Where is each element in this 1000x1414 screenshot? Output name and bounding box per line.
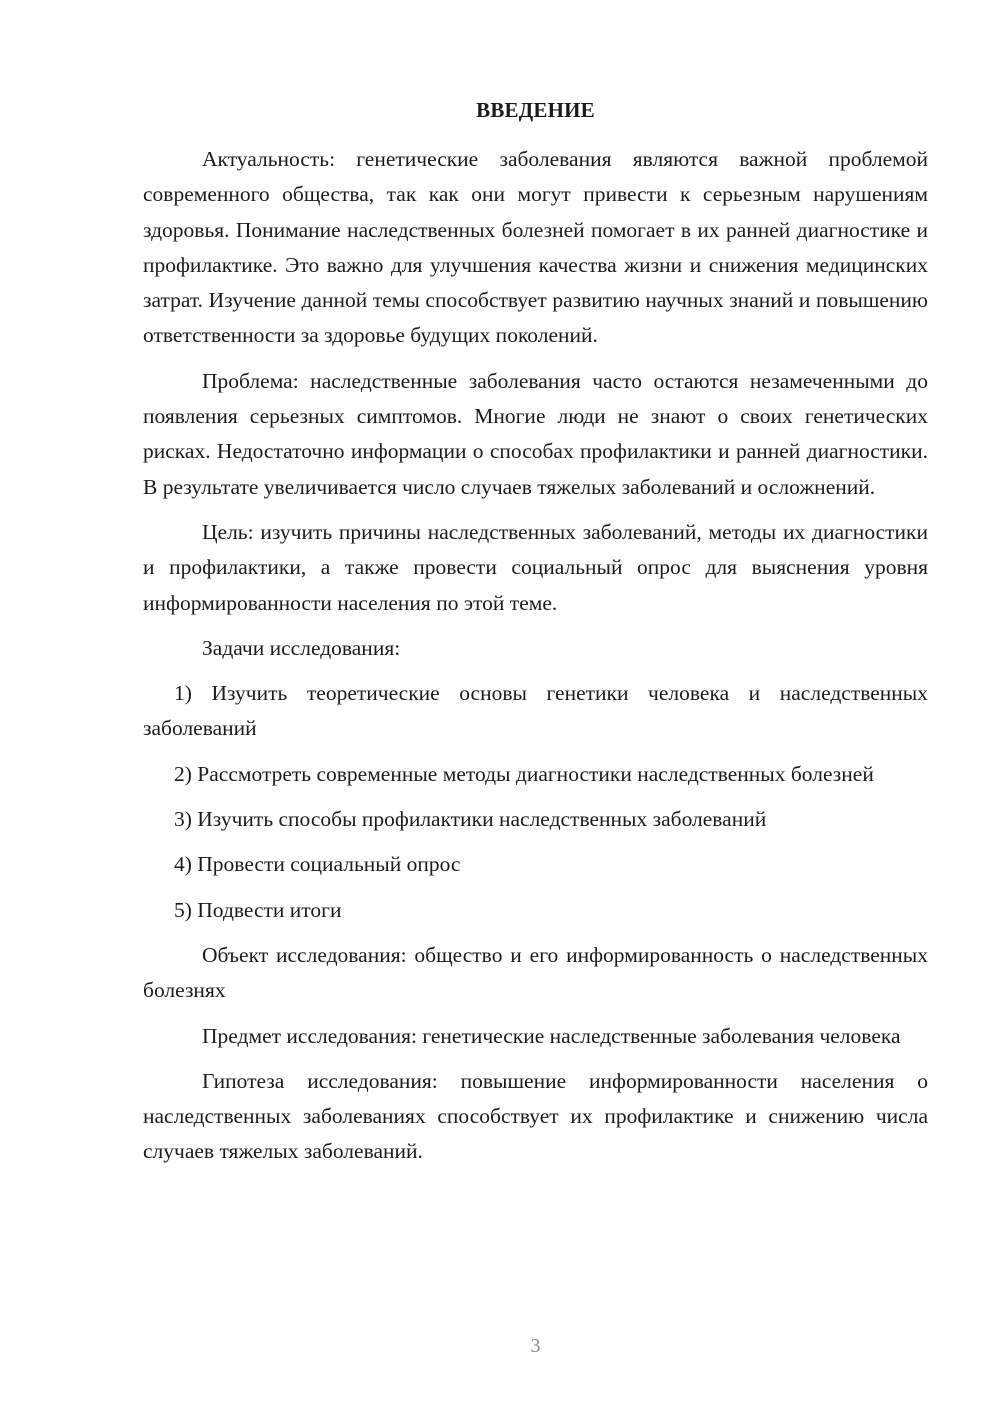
document-page	[143, 0, 928, 1414]
task-item-1: 1) Изучить теоретические основы генетики человека и наследственных заболеваний	[143, 681, 928, 741]
document-body	[143, 142, 928, 1180]
task-item-5: 5) Подвести итоги	[174, 897, 342, 922]
page-number: 3	[530, 1335, 541, 1357]
section-title: ВВЕДЕНИЕ	[476, 98, 595, 122]
paragraph-object: Объект исследования: общество и его информированность о наследственных болезнях	[143, 942, 928, 1003]
paragraph-subject: Предмет исследования: генетические наследственные заболевания человека	[202, 1023, 901, 1048]
paragraph-hypothesis: Гипотеза исследования: повышение информированности населения о наследственных заболеваниях способствует их профилактике и снижению числа случаев тяжелых заболеваний.	[143, 1068, 928, 1164]
task-item-4: 4) Провести социальный опрос	[174, 852, 461, 877]
paragraph-problem: Проблема: наследственные заболевания часто остаются незамеченными до появления серьезных симптомов. Многие люди не знают о своих генетических рисках. Недостаточно информации о способах профилактики и ранней диагностики. В результате увеличивается число случаев тяжелых заболеваний и осложнений.	[143, 368, 928, 499]
task-item-3: 3) Изучить способы профилактики наследственных заболеваний	[174, 807, 767, 832]
paragraph-goal: Цель: изучить причины наследственных заболеваний, методы их диагностики и профилактики, а также провести социальный опрос для выяснения уровня информированности населения по этой теме.	[143, 519, 928, 615]
tasks-heading: Задачи исследования:	[202, 635, 401, 660]
paragraph-relevance: Актуальность: генетические заболевания являются важной проблемой современного общества, так как они могут привести к серьезным нарушениям здоровья. Понимание наследственных болезней помогает в их ранней диагностике и профилактике. Это важно для улучшения качества жизни и снижения медицинских затрат. Изучение данной темы способствует развитию научных знаний и повышению ответственности за здоровье будущих поколений.	[143, 147, 928, 348]
task-item-2: 2) Рассмотреть современные методы диагностики наследственных болезней	[174, 761, 874, 786]
